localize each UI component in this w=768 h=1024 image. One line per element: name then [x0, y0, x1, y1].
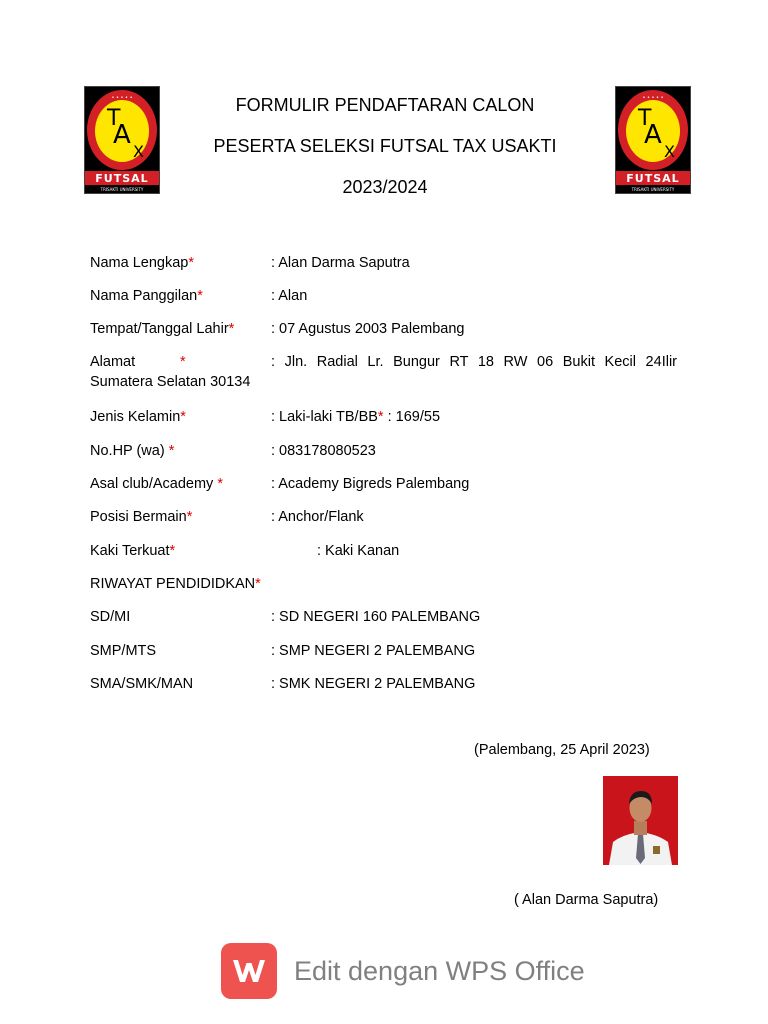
- birth-label: Tempat/Tanggal Lahir: [90, 321, 229, 337]
- logo-band-text: FUTSAL: [626, 172, 680, 185]
- required-mark: *: [188, 255, 194, 271]
- smp-label: SMP/MTS: [90, 643, 157, 659]
- signature-place-date: (Palembang, 25 April 2023): [474, 742, 650, 758]
- logo-letter-a: A: [113, 120, 131, 150]
- education-title-text: RIWAYAT PENDIDIDKAN: [90, 576, 256, 592]
- logo-letter-x: X: [664, 142, 675, 161]
- position-label: Posisi Bermain: [90, 509, 187, 525]
- club-label: Asal club/Academy: [90, 476, 218, 492]
- logo-band-text: FUTSAL: [95, 172, 149, 185]
- required-mark: *: [168, 443, 175, 459]
- required-mark: *: [377, 409, 384, 425]
- education-section-title: [90, 574, 261, 595]
- applicant-photo: [603, 776, 678, 865]
- wps-logo-icon[interactable]: [221, 943, 277, 999]
- gender-value: : Laki-laki TB/BB: [271, 409, 378, 425]
- row-address: [90, 352, 678, 394]
- foot-value: : Kaki Kanan: [317, 543, 400, 559]
- phone-value: : 083178080523: [271, 443, 376, 459]
- sd-label: SD/MI: [90, 609, 131, 625]
- logo-letter-t: T: [107, 106, 121, 131]
- sd-value: : SD NEGERI 160 PALEMBANG: [271, 609, 481, 625]
- foot-label: Kaki Terkuat: [90, 543, 170, 559]
- sma-value: : SMK NEGERI 2 PALEMBANG: [271, 676, 476, 692]
- logo-sub-text: TRISAKTI UNIVERSITY: [100, 187, 144, 192]
- address-value-line2: Sumatera Selatan 30134: [90, 374, 251, 390]
- svg-text:• • • • •: • • • • •: [642, 95, 664, 101]
- required-mark: *: [255, 576, 261, 592]
- logo-letter-t: T: [638, 106, 652, 131]
- required-mark: *: [180, 354, 186, 370]
- svg-text:• • • • •: • • • • •: [111, 95, 133, 101]
- title-line-1: FORMULIR PENDAFTARAN CALON: [235, 95, 535, 115]
- futsal-tax-logo-right: [615, 86, 691, 194]
- club-value: : Academy Bigreds Palembang: [271, 476, 470, 492]
- nickname-value: : Alan: [271, 288, 308, 304]
- height-weight-value: : 169/55: [383, 409, 441, 425]
- title-line-3: 2023/2024: [342, 177, 428, 197]
- required-mark: *: [217, 476, 223, 492]
- birth-value: : 07 Agustus 2003 Palembang: [271, 321, 465, 337]
- full-name-label: Nama Lengkap: [90, 255, 189, 271]
- smp-value: : SMP NEGERI 2 PALEMBANG: [271, 643, 476, 659]
- required-mark: *: [186, 509, 193, 525]
- sma-label: SMA/SMK/MAN: [90, 676, 194, 692]
- logo-letter-a: A: [644, 120, 662, 150]
- wps-edit-text[interactable]: Edit dengan WPS Office: [294, 956, 585, 986]
- logo-sub-text: TRISAKTI UNIVERSITY: [631, 187, 675, 192]
- address-label: Alamat: [90, 354, 136, 370]
- futsal-tax-logo-left: [84, 86, 160, 194]
- required-mark: *: [180, 409, 186, 425]
- phone-label: No.HP (wa): [90, 443, 169, 459]
- gender-label: Jenis Kelamin: [90, 409, 181, 425]
- position-value: : Anchor/Flank: [271, 509, 364, 525]
- address-value: : Jln. Radial Lr. Bungur RT 18 RW 06 Bukit Kecil 24Ilir: [271, 354, 677, 370]
- title-line-2: PESERTA SELEKSI FUTSAL TAX USAKTI: [213, 136, 557, 156]
- full-name-value: : Alan Darma Saputra: [271, 255, 410, 271]
- required-mark: *: [197, 288, 203, 304]
- required-mark: *: [228, 321, 235, 337]
- signature-name: ( Alan Darma Saputra): [514, 892, 659, 908]
- logo-letter-x: X: [133, 142, 144, 161]
- nickname-label: Nama Panggilan: [90, 288, 198, 304]
- required-mark: *: [169, 543, 176, 559]
